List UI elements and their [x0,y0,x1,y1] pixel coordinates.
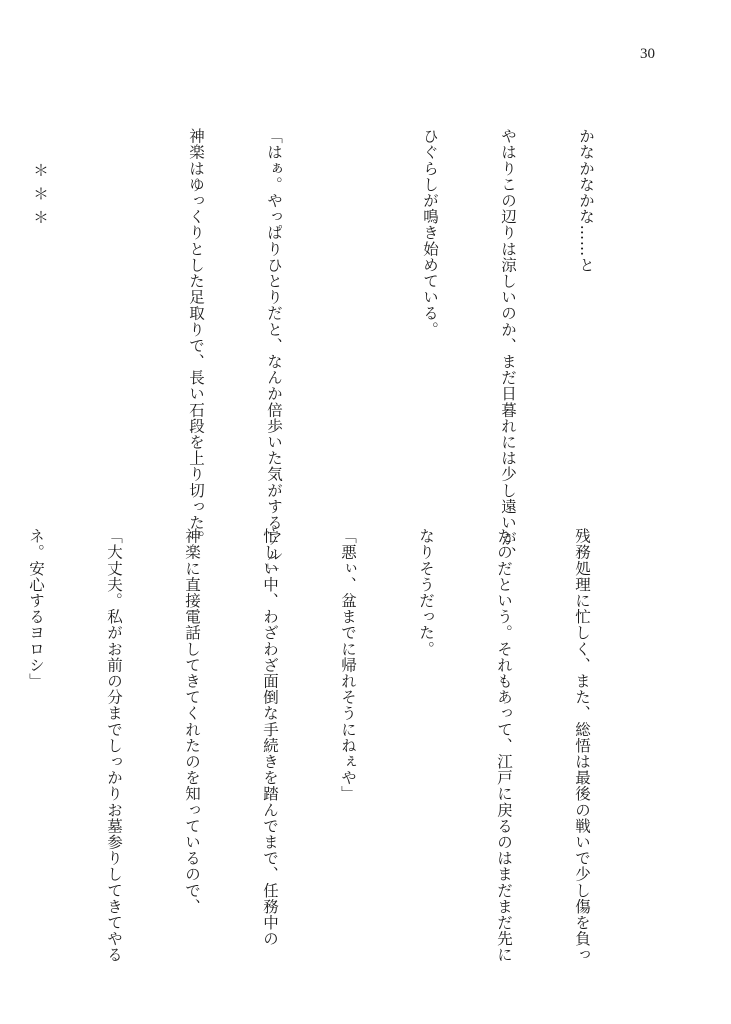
text-line: 「悪ぃ、盆までに帰れそうにねぇや」 [339,528,357,802]
text-line: やはりこの辺りは涼しいのか、まだ日暮れには少し遠いが、 [499,128,517,563]
top-text-block [0,128,651,579]
text-line: 忙しい中、わざわざ面倒な手続きを踏んでまで、任務中の [261,528,279,947]
section-separator: ＊＊＊ [31,162,49,233]
text-line: かなかなかな……と [577,128,595,273]
blank-line [339,128,365,518]
text-line: 残務処理に忙しく、また、総悟は最後の戦いで少し傷を負っ [573,528,591,963]
page-number: 30 [640,46,655,62]
text-line: 神楽に直接電話してきてくれたのを知っているので、 [183,528,201,915]
text-line: たのだという。それもあって、江戸に戻るのはまだまだ先に [495,528,513,963]
text-line: 「大丈夫。私がお前の分までしっかりお墓参りしてきてやる [105,528,123,963]
text-line: ひぐらしが鳴き始めている。 [421,128,439,338]
text-line: ネ。安心するヨロシ」 [27,528,45,689]
text-line: 「はぁ。やっぱりひとりだと、なんか倍歩いた気がするアル」 [265,128,283,579]
text-line: 神楽はゆっくりとした足取りで、長い石段を上り切った。 [187,128,205,547]
blank-line [105,128,131,518]
bottom-text-block [0,528,647,963]
text-line: なりそうだった。 [417,528,435,657]
